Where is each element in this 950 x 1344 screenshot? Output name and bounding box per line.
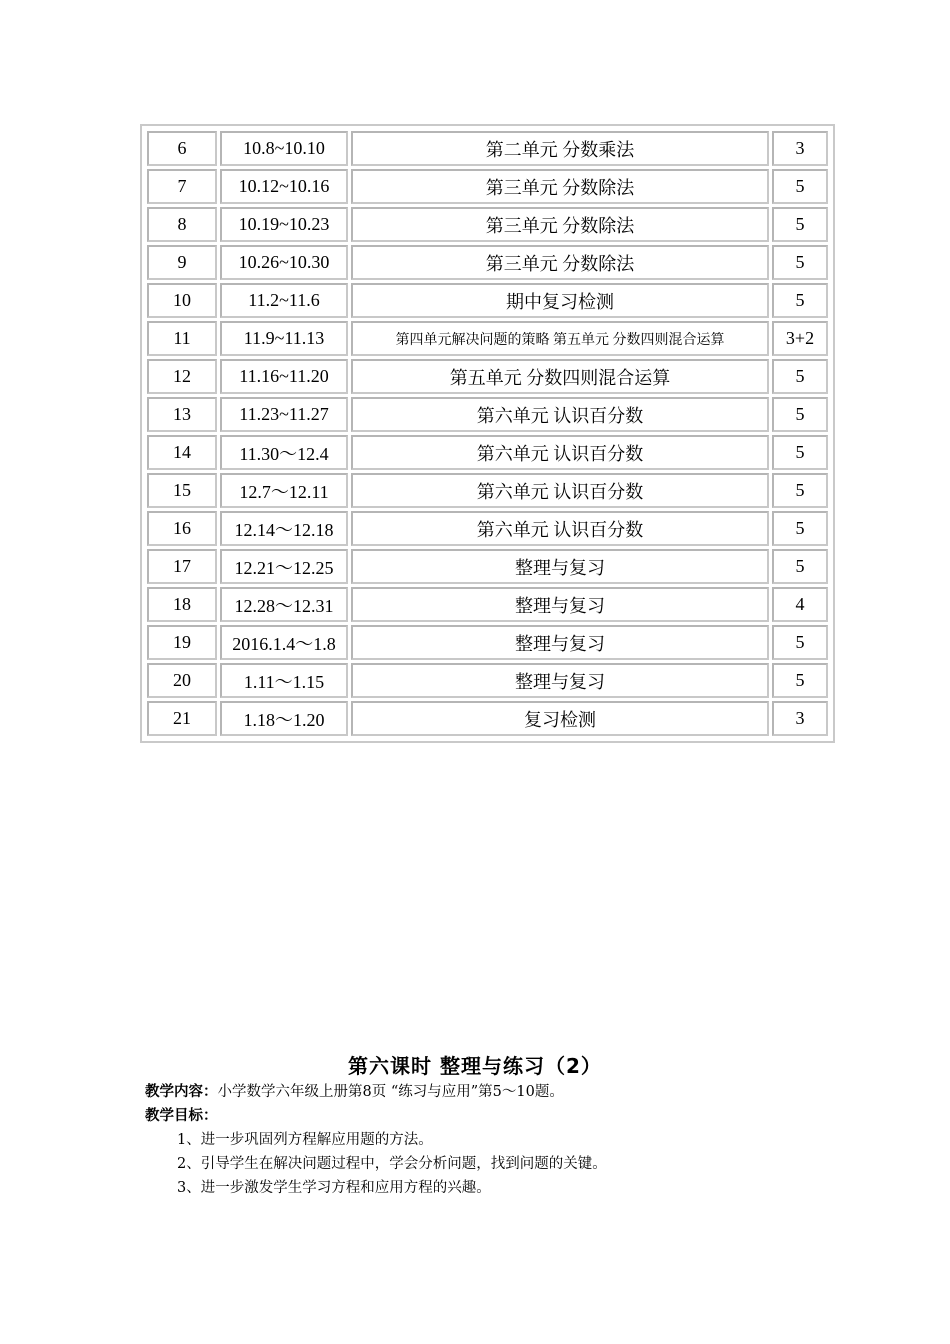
teaching-content-text: 小学数学六年级上册第8页 “练习与应用”第5～10题。: [217, 1084, 564, 1100]
content-cell: 整理与复习: [351, 549, 769, 584]
date-cell: 12.14～12.18: [220, 511, 348, 546]
table-row: [147, 663, 828, 698]
teaching-content: [145, 1080, 845, 1104]
content-cell: 第六单元 认识百分数: [351, 511, 769, 546]
lesson-body: [145, 1080, 845, 1200]
week-cell: 21: [147, 701, 217, 736]
hours-cell: 3: [772, 131, 828, 166]
date-cell: 11.16~11.20: [220, 359, 348, 394]
content-cell: 第三单元 分数除法: [351, 169, 769, 204]
week-cell: 18: [147, 587, 217, 622]
hours-cell: 5: [772, 663, 828, 698]
table-row: [147, 207, 828, 242]
hours-cell: 3+2: [772, 321, 828, 356]
hours-cell: 5: [772, 359, 828, 394]
hours-cell: 5: [772, 169, 828, 204]
week-cell: 10: [147, 283, 217, 318]
teaching-goals-heading: [145, 1104, 845, 1128]
schedule-body: [147, 131, 828, 736]
date-cell: 10.26~10.30: [220, 245, 348, 280]
week-cell: 6: [147, 131, 217, 166]
week-cell: 19: [147, 625, 217, 660]
goal-item: 1、进一步巩固列方程解应用题的方法。: [177, 1132, 433, 1148]
week-cell: 15: [147, 473, 217, 508]
table-row: [147, 359, 828, 394]
date-cell: 11.9~11.13: [220, 321, 348, 356]
week-cell: 7: [147, 169, 217, 204]
table-row: [147, 435, 828, 470]
lesson-title: 第六课时 整理与练习（2）: [348, 1054, 602, 1078]
week-cell: 12: [147, 359, 217, 394]
hours-cell: 5: [772, 511, 828, 546]
week-cell: 14: [147, 435, 217, 470]
table-row: [147, 321, 828, 356]
date-cell: 2016.1.4～1.8: [220, 625, 348, 660]
schedule-grid: [144, 128, 831, 739]
week-cell: 20: [147, 663, 217, 698]
hours-cell: 5: [772, 435, 828, 470]
week-cell: 13: [147, 397, 217, 432]
teaching-goals-label: 教学目标：: [145, 1108, 218, 1124]
goal-item: 2、引导学生在解决问题过程中，学会分析问题，找到问题的关键。: [177, 1156, 607, 1172]
week-cell: 9: [147, 245, 217, 280]
date-cell: 12.28～12.31: [220, 587, 348, 622]
hours-cell: 5: [772, 625, 828, 660]
goal-item: 3、进一步激发学生学习方程和应用方程的兴趣。: [177, 1180, 491, 1196]
teaching-content-label: 教学内容：: [145, 1084, 218, 1100]
week-cell: 11: [147, 321, 217, 356]
table-row: [147, 701, 828, 736]
content-cell: 整理与复习: [351, 587, 769, 622]
hours-cell: 5: [772, 549, 828, 584]
date-cell: 10.12~10.16: [220, 169, 348, 204]
date-cell: 1.18～1.20: [220, 701, 348, 736]
table-row: [147, 549, 828, 584]
date-cell: 1.11～1.15: [220, 663, 348, 698]
hours-cell: 5: [772, 397, 828, 432]
content-cell: 复习检测: [351, 701, 769, 736]
content-cell: 第六单元 认识百分数: [351, 473, 769, 508]
table-row: [147, 473, 828, 508]
table-row: [147, 283, 828, 318]
content-cell: 第三单元 分数除法: [351, 245, 769, 280]
date-cell: 10.8~10.10: [220, 131, 348, 166]
date-cell: 12.21～12.25: [220, 549, 348, 584]
date-cell: 11.30～12.4: [220, 435, 348, 470]
content-cell: 第四单元解决问题的策略 第五单元 分数四则混合运算: [351, 321, 769, 356]
content-cell: 整理与复习: [351, 663, 769, 698]
week-cell: 16: [147, 511, 217, 546]
date-cell: 11.23~11.27: [220, 397, 348, 432]
content-cell: 第六单元 认识百分数: [351, 435, 769, 470]
content-cell: 第五单元 分数四则混合运算: [351, 359, 769, 394]
content-cell: 第三单元 分数除法: [351, 207, 769, 242]
hours-cell: 5: [772, 207, 828, 242]
lesson-section: [0, 1050, 950, 1196]
date-cell: 12.7～12.11: [220, 473, 348, 508]
hours-cell: 4: [772, 587, 828, 622]
week-cell: 17: [147, 549, 217, 584]
date-cell: 11.2~11.6: [220, 283, 348, 318]
table-row: [147, 587, 828, 622]
table-row: [147, 511, 828, 546]
content-cell: 第二单元 分数乘法: [351, 131, 769, 166]
table-row: [147, 131, 828, 166]
table-row: [147, 245, 828, 280]
table-row: [147, 397, 828, 432]
date-cell: 10.19~10.23: [220, 207, 348, 242]
table-row: [147, 169, 828, 204]
hours-cell: 5: [772, 473, 828, 508]
table-row: [147, 625, 828, 660]
content-cell: 整理与复习: [351, 625, 769, 660]
schedule-table: [140, 124, 835, 743]
week-cell: 8: [147, 207, 217, 242]
content-cell: 第六单元 认识百分数: [351, 397, 769, 432]
hours-cell: 5: [772, 283, 828, 318]
hours-cell: 3: [772, 701, 828, 736]
content-cell: 期中复习检测: [351, 283, 769, 318]
hours-cell: 5: [772, 245, 828, 280]
